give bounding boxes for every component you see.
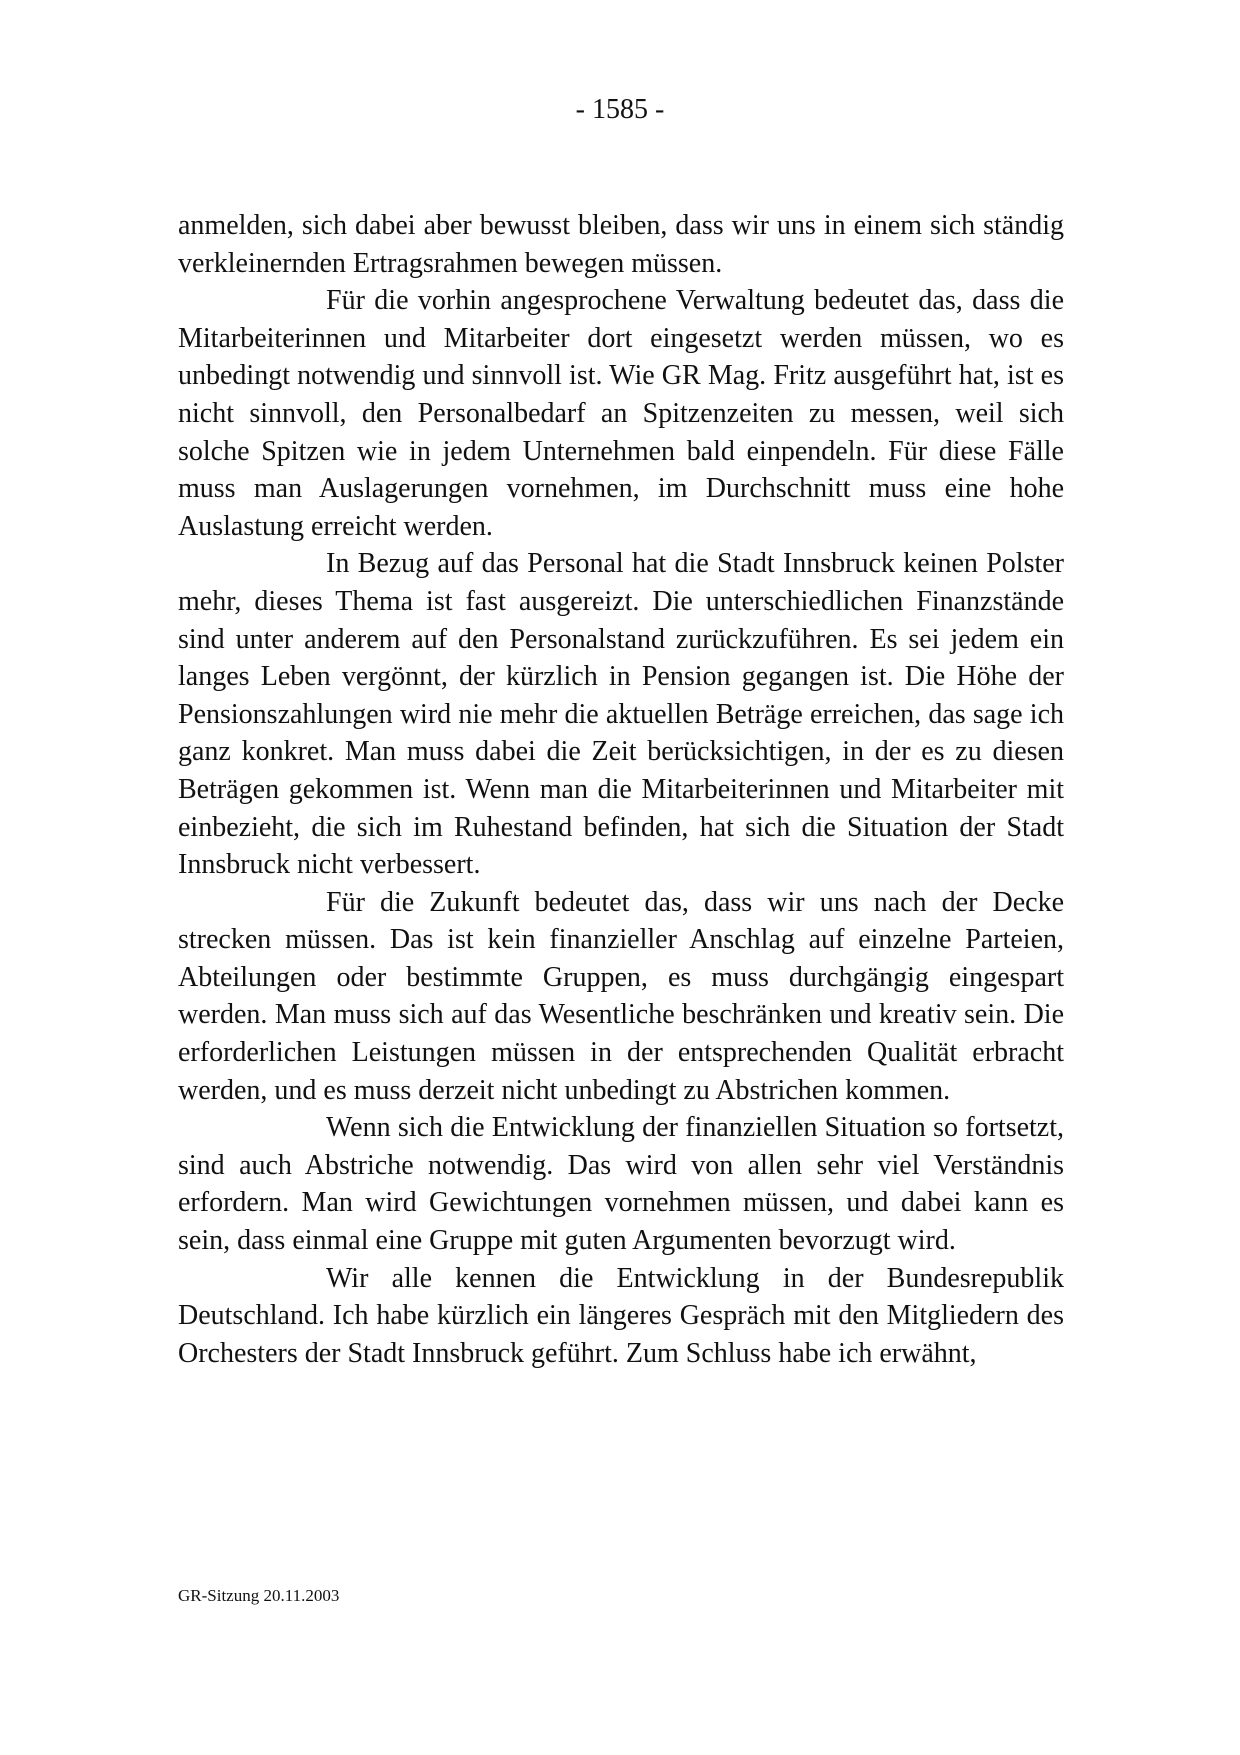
paragraph-3: In Bezug auf das Personal hat die Stadt Innsbruck keinen Polster mehr, dieses Thema ist fast ausgereizt. Die unterschiedlichen Finanzstände sind unter anderem auf den Personalstand zurückzuführen. Es sei jedem ein langes Leben vergönnt, der kürzlich in Pension gegangen ist. Die Höhe der Pensionszahlungen wird nie mehr die aktuellen Beträge erreichen, das sage ich ganz konkret. Man muss dabei die Zeit berücksichtigen, in der es zu diesen Beträgen gekommen ist. Wenn man die Mitarbeiterinnen und Mitarbeiter mit einbezieht, die sich im Ruhestand befinden, hat sich die Situation der Stadt Innsbruck nicht verbessert. — [178, 548, 1064, 881]
body-text — [178, 207, 1064, 1372]
paragraph-6: Wir alle kennen die Entwicklung in der Bundesrepublik Deutschland. Ich habe kürzlich ein längeres Gespräch mit den Mitgliedern des Orchesters der Stadt Innsbruck geführt. Zum Schluss habe ich erwähnt, — [178, 1262, 1064, 1369]
paragraph-2: Für die vorhin angesprochene Verwaltung bedeutet das, dass die Mitarbeiterinnen und Mitarbeiter dort eingesetzt werden müssen, wo es unbedingt notwendig und sinnvoll ist. Wie GR Mag. Fritz ausgeführt hat, ist es nicht sinnvoll, den Personalbedarf an Spitzenzeiten zu messen, weil sich solche Spitzen wie in jedem Unternehmen bald einpendeln. Für diese Fälle muss man Auslagerungen vornehmen, im Durchschnitt muss eine hohe Auslastung erreicht werden. — [178, 285, 1064, 542]
footer-session-date: GR-Sitzung 20.11.2003 — [178, 1586, 340, 1605]
paragraph-4: Für die Zukunft bedeutet das, dass wir uns nach der Decke strecken müssen. Das ist kein finanzieller Anschlag auf einzelne Parteien, Abteilungen oder bestimmte Gruppen, es muss durchgängig eingespart werden. Man muss sich auf das Wesentliche beschränken und kreativ sein. Die erforderlichen Leistungen müssen in der entsprechenden Qualität erbracht werden, und es muss derzeit nicht unbedingt zu Abstrichen kommen. — [178, 886, 1064, 1106]
paragraph-1: anmelden, sich dabei aber bewusst bleiben, dass wir uns in einem sich ständig verkleinernden Ertragsrahmen bewegen müssen. — [178, 210, 1064, 279]
paragraph-5: Wenn sich die Entwicklung der finanziellen Situation so fortsetzt, sind auch Abstriche notwendig. Das wird von allen sehr viel Verständnis erfordern. Man wird Gewichtungen vornehmen müssen, und dabei kann es sein, dass einmal eine Gruppe mit guten Argumenten bevorzugt wird. — [178, 1112, 1064, 1257]
page-number: - 1585 - — [575, 94, 665, 125]
